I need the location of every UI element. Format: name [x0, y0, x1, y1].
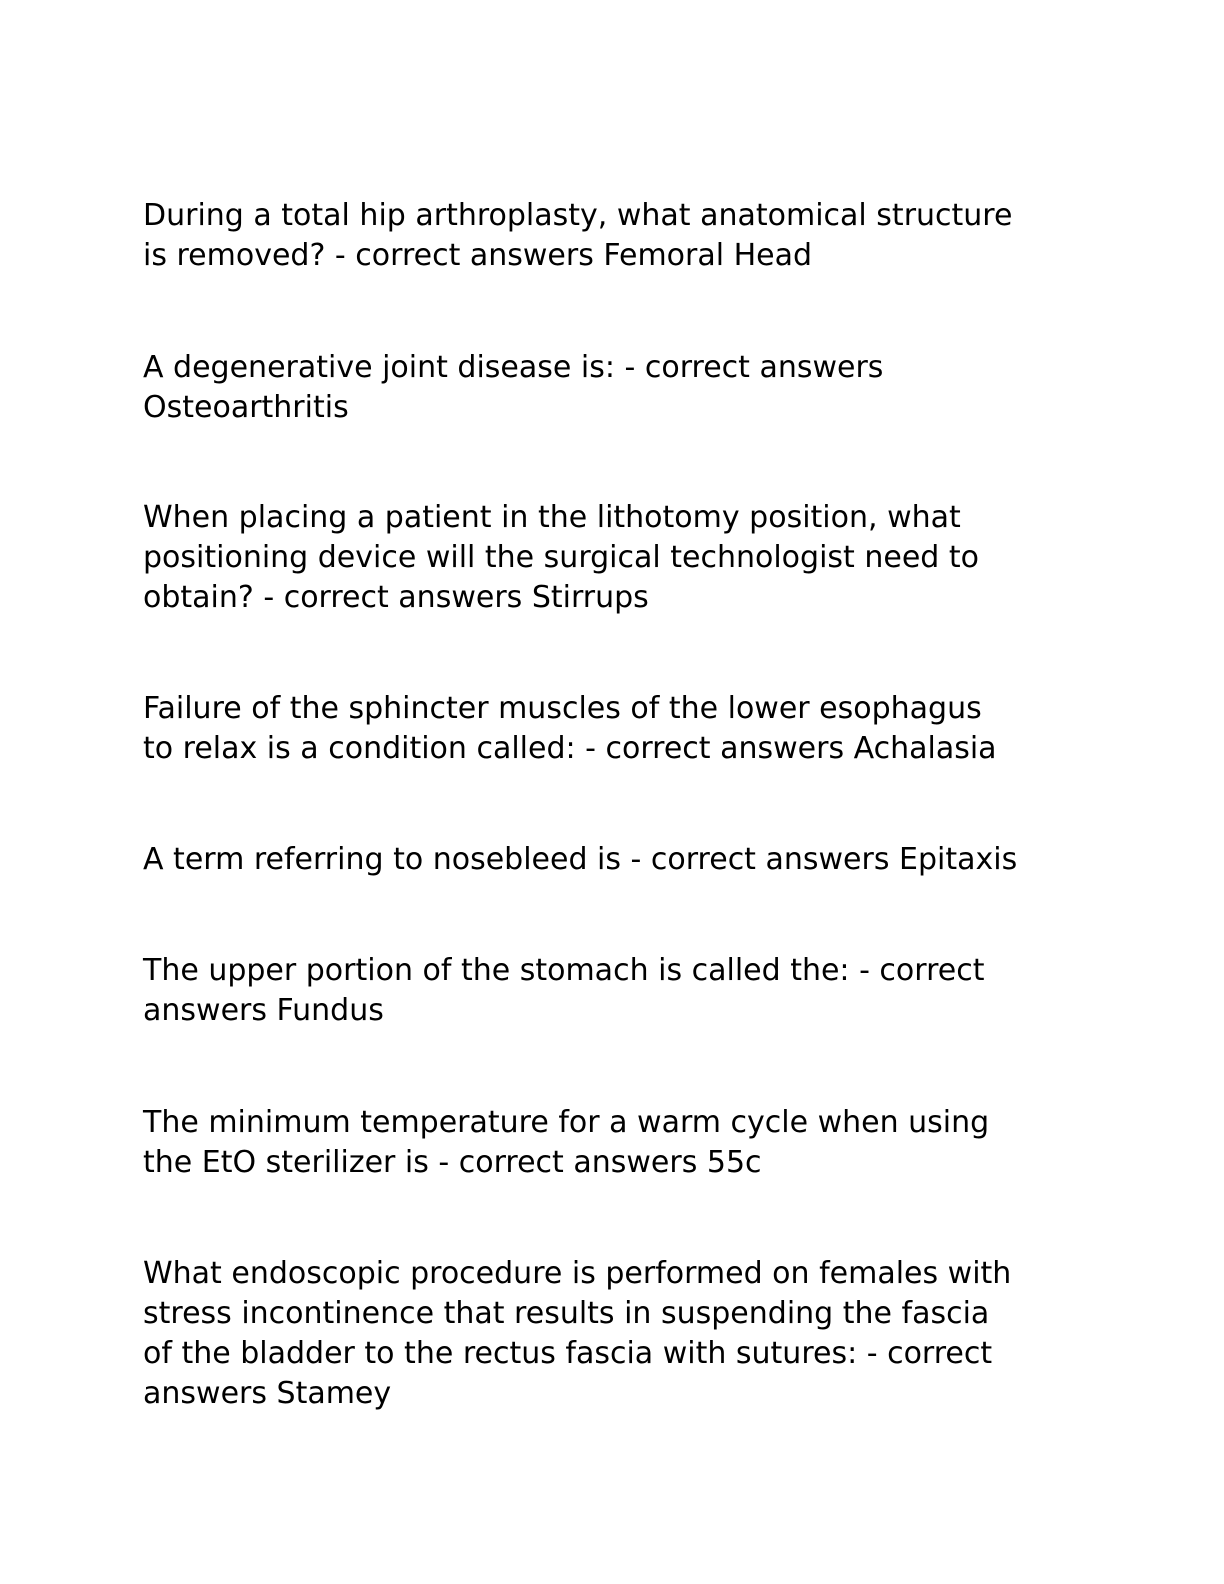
qa-paragraph: During a total hip arthroplasty, what anatomical structure is removed? - correct answers Femoral Head [143, 198, 1013, 273]
qa-paragraph: The upper portion of the stomach is called the: - correct answers Fundus [143, 953, 985, 1028]
qa-paragraph: The minimum temperature for a warm cycle when using the EtO sterilizer is - correct answers 55c [143, 1105, 990, 1180]
qa-paragraph: A term referring to nosebleed is - correct answers Epitaxis [143, 842, 1018, 877]
qa-paragraph: When placing a patient in the lithotomy position, what positioning device will the surgical technologist need to obtain? - correct answers Stirrups [143, 500, 979, 615]
qa-paragraph: A degenerative joint disease is: - correct answers Osteoarthritis [143, 350, 884, 425]
qa-paragraph: What endoscopic procedure is performed on females with stress incontinence that results in suspending the fascia of the bladder to the rectus fascia with sutures: - correct answers Stamey [143, 1256, 1012, 1411]
qa-paragraph: Failure of the sphincter muscles of the lower esophagus to relax is a condition called: - correct answers Achalasia [143, 691, 997, 766]
